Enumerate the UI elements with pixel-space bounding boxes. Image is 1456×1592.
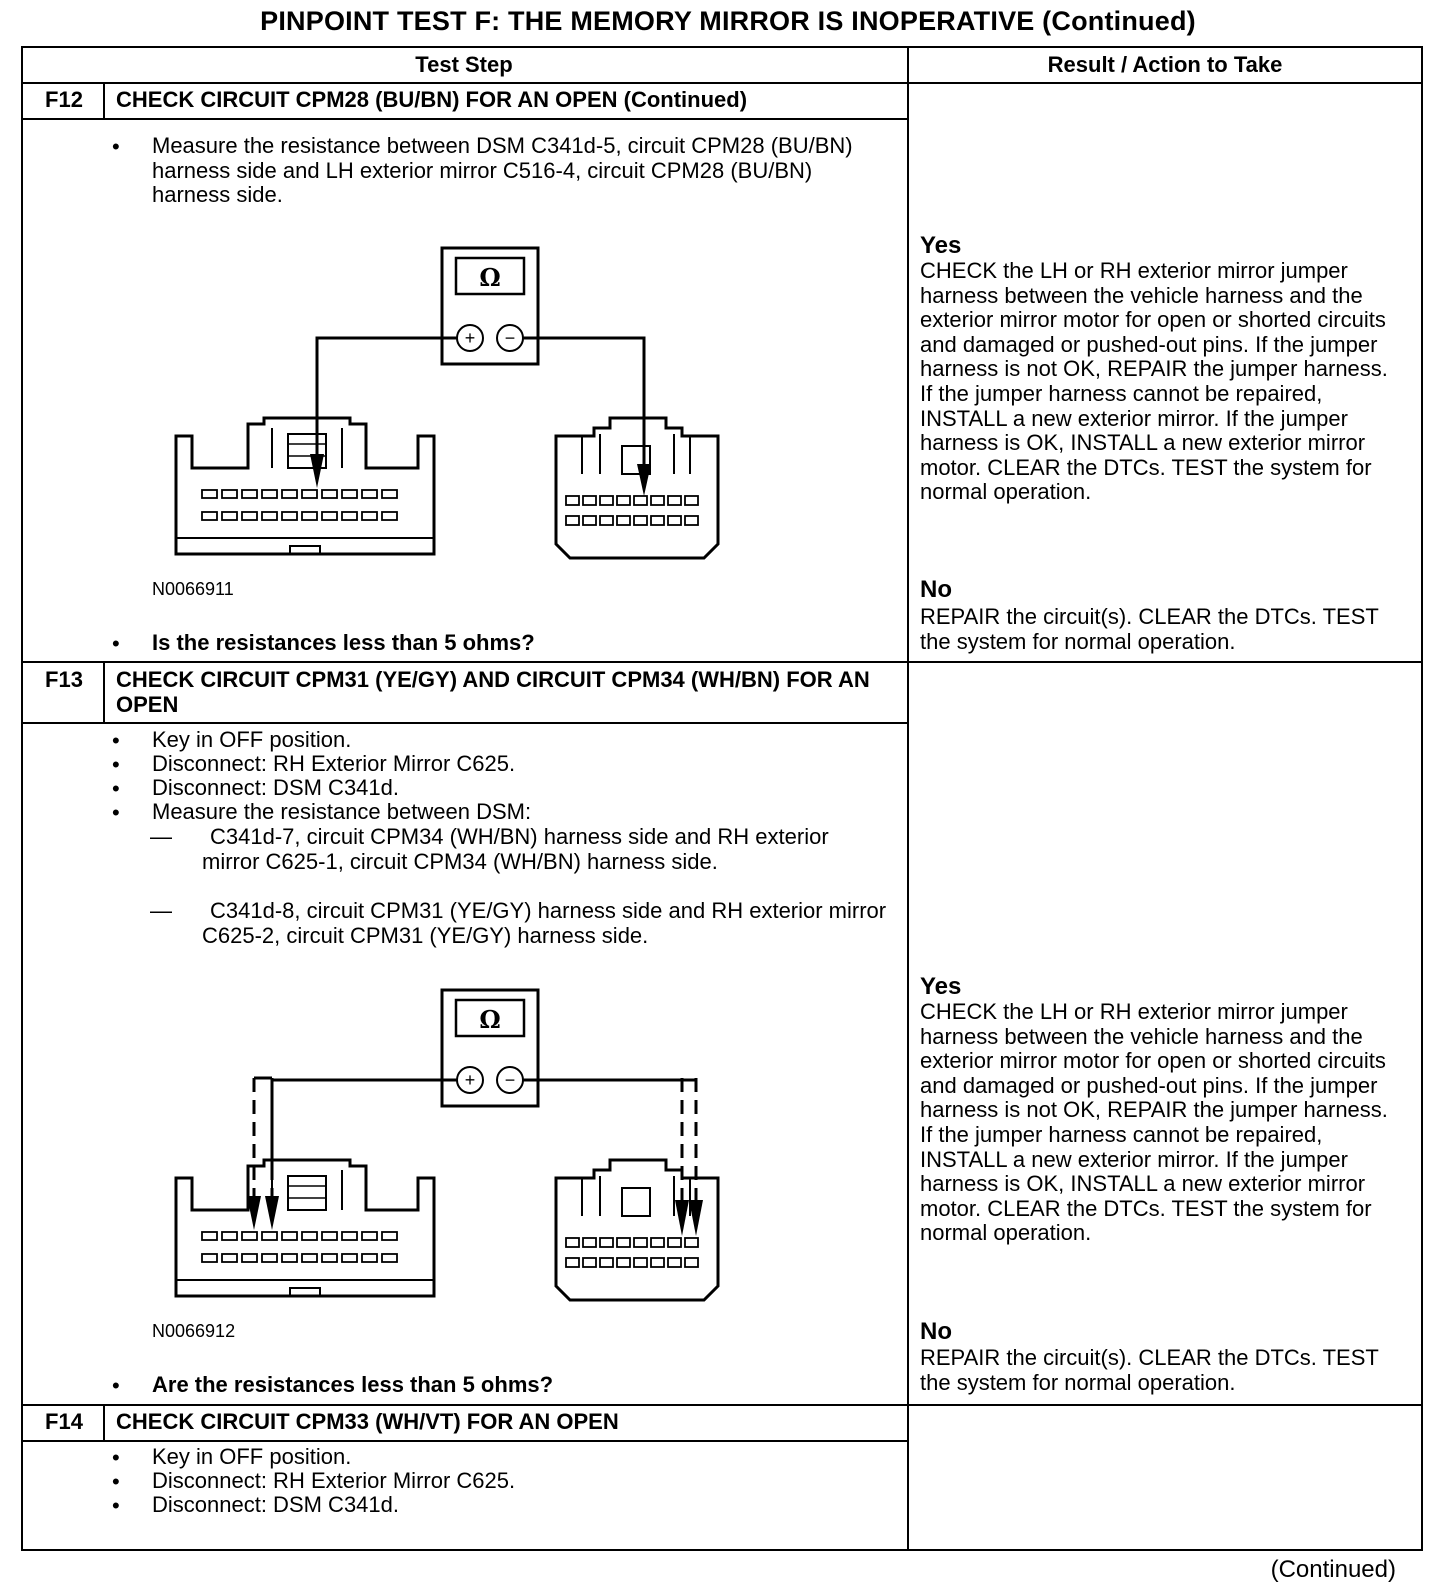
ohm-symbol: Ω (479, 1005, 501, 1034)
step-rule (21, 1404, 1423, 1406)
step-instruction: Disconnect: RH Exterior Mirror C625. (152, 751, 516, 776)
header-rule (21, 82, 1423, 84)
figure-id: N0066912 (152, 1321, 236, 1341)
result-yes-label: Yes (920, 973, 962, 1000)
step-head-rule (21, 722, 908, 724)
step-heading: CHECK CIRCUIT CPM28 (BU/BN) FOR AN OPEN (Continued) (116, 87, 748, 112)
step-question: Is the resistances less than 5 ohms? (152, 630, 535, 655)
step-id: F12 (45, 87, 83, 112)
step-instruction: Measure the resistance between DSM C341d-5, circuit CPM28 (BU/BN) harness side and LH exterior mirror C516-4, circuit CPM28 (BU/BN) harness side. (152, 133, 853, 207)
step-head-rule (21, 118, 908, 120)
bullet-icon: • (112, 728, 120, 753)
result-yes-label: Yes (920, 232, 962, 259)
bullet-icon: • (112, 631, 120, 656)
step-instruction: Disconnect: DSM C341d. (152, 1492, 399, 1517)
plus-terminal: + (464, 1070, 476, 1090)
step-question: Are the resistances less than 5 ohms? (152, 1372, 554, 1397)
result-no-text: REPAIR the circuit(s). CLEAR the DTCs. TEST the system for normal operation. (920, 604, 1379, 654)
step-head-rule (21, 1440, 908, 1442)
step-heading: CHECK CIRCUIT CPM31 (YE/GY) AND CIRCUIT CPM34 (WH/BN) FOR AN OPEN (116, 667, 870, 717)
minus-terminal: − (504, 1070, 516, 1090)
minus-terminal: − (504, 328, 516, 348)
column-header-test-step: Test Step (415, 52, 513, 77)
step-instruction: Measure the resistance between DSM: (152, 799, 532, 824)
page-title: PINPOINT TEST F: THE MEMORY MIRROR IS INOPERATIVE (Continued) (260, 6, 1196, 36)
bullet-icon: • (112, 1445, 120, 1470)
column-divider (907, 46, 909, 1551)
step-sub-item: C341d-8, circuit CPM31 (YE/GY) harness side and RH exterior mirror C625-2, circuit CPM31 (YE/GY) harness side. (202, 898, 887, 948)
bullet-icon: • (112, 776, 120, 801)
step-id: F14 (45, 1409, 83, 1434)
step-instruction: Key in OFF position. (152, 727, 352, 752)
step-rule (21, 661, 1423, 663)
ohm-symbol: Ω (479, 263, 501, 292)
column-header-result: Result / Action to Take (1047, 52, 1283, 77)
result-yes-text: CHECK the LH or RH exterior mirror jumper harness between the vehicle harness and the exterior mirror motor for open or shorted circuits and damaged or pushed-out pins. If the jumper harness is not OK, REPAIR the jumper harness. If the jumper harness cannot be repaired, INSTALL a new exterior mirror. If the jumper harness is OK, INSTALL a new exterior mirror motor. CLEAR the DTCs. TEST the system for normal operation. (920, 999, 1388, 1246)
dash-icon: — (150, 824, 172, 849)
bullet-icon: • (112, 1469, 120, 1494)
step-instruction: Disconnect: RH Exterior Mirror C625. (152, 1468, 516, 1493)
step-sub-item: C341d-7, circuit CPM34 (WH/BN) harness side and RH exterior mirror C625-1, circuit CPM34 (WH/BN) harness side. (202, 824, 829, 874)
result-no-label: No (920, 1318, 952, 1345)
continued-note: (Continued) (1270, 1556, 1396, 1583)
result-no-text: REPAIR the circuit(s). CLEAR the DTCs. TEST the system for normal operation. (920, 1345, 1379, 1395)
wiring-diagram (160, 980, 740, 1310)
bullet-icon: • (112, 134, 120, 159)
result-yes-text: CHECK the LH or RH exterior mirror jumper harness between the vehicle harness and the exterior mirror motor for open or shorted circuits and damaged or pushed-out pins. If the jumper harness is not OK, REPAIR the jumper harness. If the jumper harness cannot be repaired, INSTALL a new exterior mirror. If the jumper harness is OK, INSTALL a new exterior mirror motor. CLEAR the DTCs. TEST the system for normal operation. (920, 258, 1388, 505)
bullet-icon: • (112, 752, 120, 777)
step-instruction: Disconnect: DSM C341d. (152, 775, 399, 800)
bullet-icon: • (112, 1373, 120, 1398)
step-id: F13 (45, 667, 83, 692)
bullet-icon: • (112, 800, 120, 825)
step-instruction: Key in OFF position. (152, 1444, 352, 1469)
step-heading: CHECK CIRCUIT CPM33 (WH/VT) FOR AN OPEN (116, 1409, 619, 1434)
result-no-label: No (920, 576, 952, 603)
figure-id: N0066911 (152, 579, 234, 599)
dash-icon: — (150, 898, 172, 923)
wiring-diagram (160, 238, 740, 568)
plus-terminal: + (464, 328, 476, 348)
bullet-icon: • (112, 1493, 120, 1518)
